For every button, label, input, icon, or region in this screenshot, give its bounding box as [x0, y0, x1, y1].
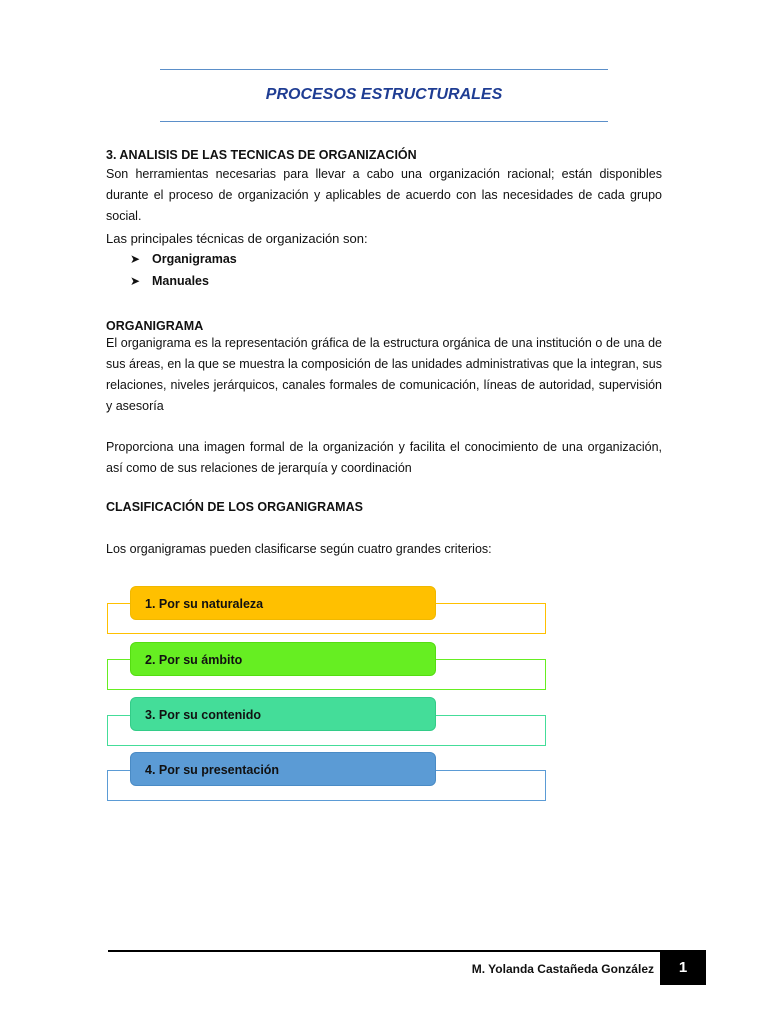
organigrama-purpose: Proporciona una imagen formal de la organización y facilita el conocimiento de una organización, así como de sus relaciones de jerarquía y coordinación: [106, 440, 662, 475]
list-item-label: Manuales: [152, 274, 209, 288]
header-rule-bottom: [160, 121, 608, 122]
criterion-label: 1. Por su naturaleza: [145, 597, 264, 611]
page-title: PROCESOS ESTRUCTURALES: [265, 86, 503, 103]
criterion-label: 2. Por su ámbito: [145, 653, 243, 667]
list-item: [130, 271, 209, 292]
clasificacion-intro: Los organigramas pueden clasificarse según cuatro grandes criterios:: [106, 542, 492, 556]
criterion-pill: [130, 752, 436, 786]
criterion-pill: [130, 697, 436, 731]
list-item-label: Organigramas: [152, 252, 237, 266]
footer-rule: [108, 950, 706, 952]
arrow-bullet-icon: ➤: [130, 252, 141, 266]
techniques-intro: Las principales técnicas de organización son:: [106, 231, 368, 246]
clasificacion-heading: CLASIFICACIÓN DE LOS ORGANIGRAMAS: [106, 500, 363, 514]
organigrama-heading: ORGANIGRAMA: [106, 319, 204, 333]
footer-author: M. Yolanda Castañeda González: [471, 962, 654, 976]
criterion-label: 3. Por su contenido: [145, 708, 261, 722]
page-number: 1: [660, 951, 706, 985]
organigrama-definition: El organigrama es la representación gráfica de la estructura orgánica de una institución o de una de sus áreas, en la que se muestra la composición de las unidades administrativas que la integran, sus relaciones, niveles jerárquicos, canales formales de comunicación, líneas de autoridad, supervisión y asesoría: [106, 336, 662, 413]
criterion-pill: [130, 642, 436, 676]
list-item: [130, 249, 237, 270]
header-rule-top: [160, 69, 608, 70]
arrow-bullet-icon: ➤: [130, 274, 141, 288]
section-heading: 3. ANALISIS DE LAS TECNICAS DE ORGANIZACIÓN: [106, 148, 417, 162]
section-intro-paragraph: Son herramientas necesarias para llevar a cabo una organización racional; están disponibles durante el proceso de organización y aplicables de acuerdo con las necesidades de cada grupo social.: [106, 167, 662, 223]
criterion-pill: [130, 586, 436, 620]
criterion-label: 4. Por su presentación: [145, 763, 280, 777]
